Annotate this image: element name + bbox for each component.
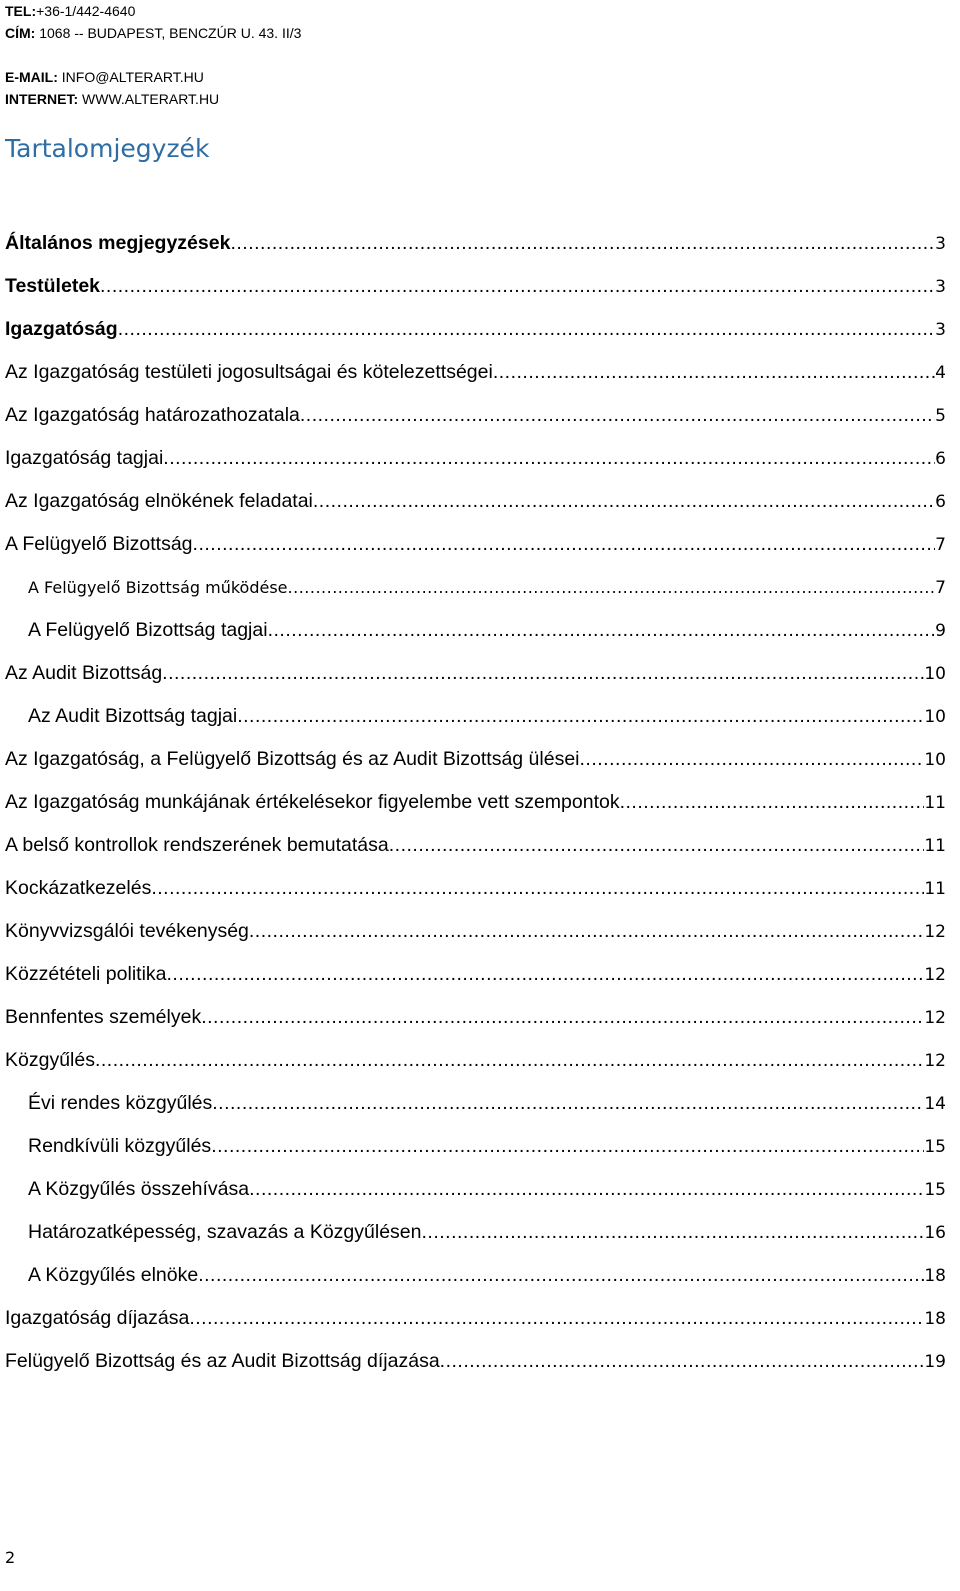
toc-dot-leader [493,351,935,394]
toc-entry[interactable] [5,265,946,308]
toc-dot-leader [212,1082,924,1125]
toc-entry[interactable] [5,910,946,953]
toc-entry-page: 3 [935,234,946,254]
toc-entry-text: Az Igazgatóság testületi jogosultságai és kötelezettségei [5,361,493,383]
toc-dot-leader [249,910,924,953]
toc-dot-leader [201,996,924,1039]
toc-dot-leader [268,609,936,652]
toc-entry-text: Igazgatóság tagjai [5,447,164,469]
toc-entry-page: 12 [924,965,946,985]
toc-entry-page: 3 [935,277,946,297]
toc-entry-page: 12 [924,1051,946,1071]
toc-entry[interactable] [5,222,946,265]
toc-entry-page: 11 [924,879,946,899]
address-line [5,22,301,44]
toc-entry-page: 11 [924,836,946,856]
phone-label: TEL: [5,3,37,19]
toc-entry-page: 6 [935,492,946,512]
address-label: CÍM: [5,25,36,41]
toc-entry-text: Általános megjegyzések [5,232,231,254]
toc-entry-page: 9 [935,621,946,641]
toc-entry-text: Az Igazgatóság munkájának értékelésekor figyelembe vett szempontok [5,791,620,813]
toc-dot-leader [198,1254,924,1297]
toc-entry-page: 15 [924,1180,946,1200]
toc-entry-text: Testületek [5,275,101,297]
toc-entry[interactable] [5,1039,946,1082]
contact-header [5,0,301,110]
website-label: INTERNET: [5,91,79,107]
toc-entry-text: Az Igazgatóság határozathozatala [5,404,300,426]
address-value: 1068 -- BUDAPEST, BENCZÚR U. 43. II/3 [35,25,302,41]
toc-entry-text: Felügyelő Bizottság és az Audit Bizottság díjazása [5,1350,440,1372]
toc-dot-leader [440,1340,925,1383]
toc-entry-page: 10 [924,664,946,684]
toc-entry-page: 5 [935,406,946,426]
toc-entry-text: Rendkívüli közgyűlés [28,1135,212,1157]
toc-entry[interactable] [5,1340,946,1383]
toc-entry[interactable] [5,437,946,480]
toc-entry[interactable] [5,523,946,566]
toc-dot-leader [620,781,925,824]
toc-dot-leader [193,523,936,566]
toc-entry[interactable] [5,480,946,523]
toc-dot-leader [100,265,935,308]
toc-dot-leader [389,824,925,867]
toc-entry[interactable] [5,1297,946,1340]
toc-entry-text: Közzétételi politika [5,963,167,985]
toc-entry-page: 7 [935,535,946,555]
toc-entry[interactable] [5,308,946,351]
toc-entry[interactable] [5,1168,946,1211]
toc-dot-leader [313,480,935,523]
toc-entry-page: 14 [924,1094,946,1114]
toc-dot-leader [249,1168,924,1211]
email-line [5,66,301,88]
toc-entry[interactable] [5,1125,946,1168]
toc-entry-page: 12 [924,922,946,942]
toc-title: Tartalomjegyzék [5,134,210,163]
toc-entry[interactable] [5,953,946,996]
toc-dot-leader [151,867,924,910]
toc-entry[interactable] [5,351,946,394]
toc-entry-text: Könyvvizsgálói tevékenység [5,920,249,942]
toc-entry-text: Közgyűlés [5,1049,95,1071]
toc-entry-page: 6 [935,449,946,469]
phone-line [5,0,301,22]
toc-entry-text: Igazgatóság [5,318,118,340]
toc-dot-leader [580,738,925,781]
toc-entry-text: A belső kontrollok rendszerének bemutatása [5,834,389,856]
toc-entry[interactable] [5,738,946,781]
toc-dot-leader [162,652,924,695]
toc-dot-leader [167,953,925,996]
website-line [5,88,301,110]
toc-entry-text: Igazgatóság díjazása [5,1307,190,1329]
toc-entry-page: 18 [924,1266,946,1286]
toc-entry-text: Az Audit Bizottság [5,662,163,684]
toc-dot-leader [421,1211,924,1254]
toc-entry-text: Évi rendes közgyűlés [28,1092,213,1114]
toc-entry-page: 18 [924,1309,946,1329]
toc-entry-text: Határozatképesség, szavazás a Közgyűlésen [28,1221,422,1243]
toc-dot-leader [95,1039,924,1082]
toc-dot-leader [288,566,936,609]
page-number: 2 [5,1548,16,1567]
toc-entry[interactable] [5,1082,946,1125]
toc-entry[interactable] [5,1211,946,1254]
toc-entry[interactable] [5,1254,946,1297]
toc-entry-page: 11 [924,793,946,813]
toc-dot-leader [189,1297,924,1340]
toc-entry[interactable] [5,695,946,738]
toc-entry-page: 7 [935,578,946,598]
toc-dot-leader [300,394,935,437]
toc-dot-leader [118,308,935,351]
toc-dot-leader [230,222,935,265]
toc-entry-text: Az Igazgatóság, a Felügyelő Bizottság és az Audit Bizottság ülései [5,748,580,770]
toc-entry[interactable] [5,394,946,437]
toc-entry[interactable] [5,652,946,695]
toc-entry-text: A Közgyűlés elnöke [28,1264,199,1286]
toc-entry[interactable] [5,781,946,824]
email-label: E-MAIL: [5,69,58,85]
email-value: INFO@ALTERART.HU [57,69,204,85]
toc-entry[interactable] [5,867,946,910]
toc-entry[interactable] [5,824,946,867]
toc-entry-page: 15 [924,1137,946,1157]
toc-entry[interactable] [5,609,946,652]
toc-entry-page: 10 [924,707,946,727]
toc-entry-text: A Közgyűlés összehívása [28,1178,250,1200]
toc-entry-page: 12 [924,1008,946,1028]
toc-entry-page: 19 [924,1352,946,1372]
table-of-contents [5,222,946,1383]
toc-dot-leader [163,437,935,480]
toc-dot-leader [211,1125,924,1168]
toc-entry[interactable] [5,566,946,609]
phone-value: +36-1/442-4640 [36,3,136,19]
toc-entry-text: Az Audit Bizottság tagjai [28,705,238,727]
toc-entry-page: 16 [924,1223,946,1243]
toc-dot-leader [237,695,924,738]
toc-entry-text: Kockázatkezelés [5,877,152,899]
toc-entry[interactable] [5,996,946,1039]
toc-entry-page: 4 [935,363,946,383]
website-value: WWW.ALTERART.HU [78,91,220,107]
toc-entry-text: Az Igazgatóság elnökének feladatai [5,490,313,512]
toc-entry-text: A Felügyelő Bizottság tagjai [28,619,268,641]
toc-entry-text: Bennfentes személyek [5,1006,202,1028]
toc-entry-text: A Felügyelő Bizottság [5,533,193,555]
toc-entry-text: A Felügyelő Bizottság működése [28,578,288,597]
toc-entry-page: 3 [935,320,946,340]
toc-entry-page: 10 [924,750,946,770]
